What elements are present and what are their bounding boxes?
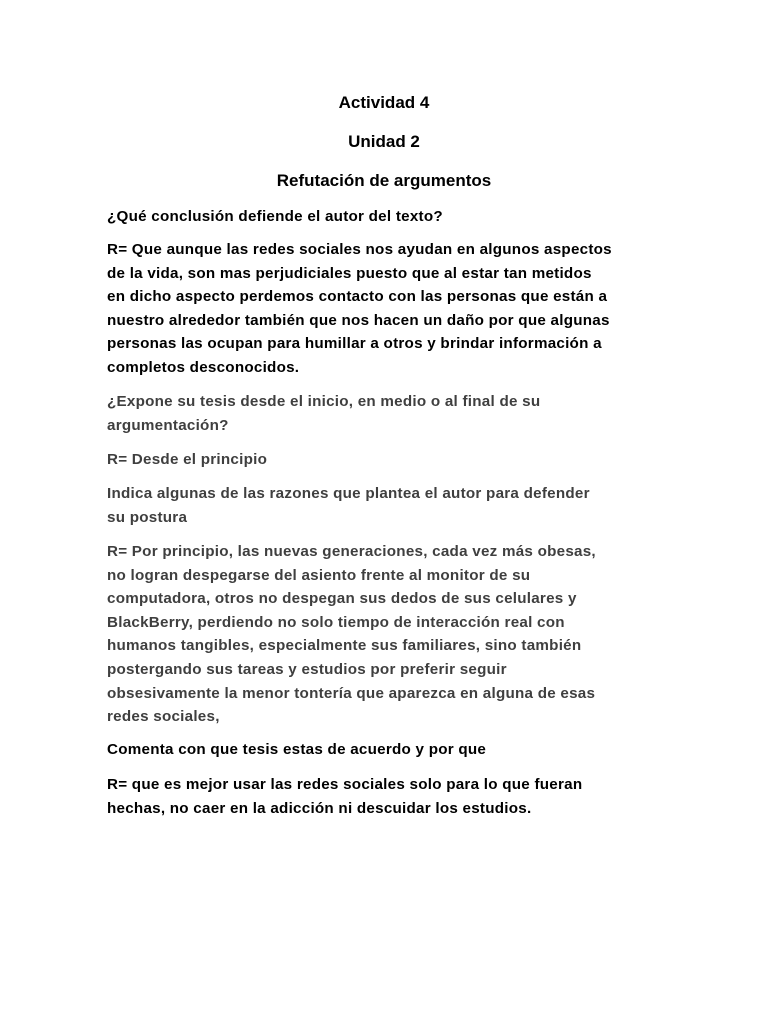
answer-line: computadora, otros no despegan sus dedos de sus celulares y	[107, 590, 577, 608]
question-line: Comenta con que tesis estas de acuerdo y por que	[107, 741, 487, 758]
question-line: argumentación?	[107, 416, 229, 434]
answer-4	[107, 773, 667, 820]
question-line: su postura	[107, 508, 188, 526]
question-4	[107, 738, 667, 762]
question-2	[107, 390, 667, 437]
answer-1	[107, 238, 667, 380]
answer-line: BlackBerry, perdiendo no solo tiempo de interacción real con	[107, 613, 565, 631]
answer-line: R= Que aunque las redes sociales nos ayudan en algunos aspectos	[107, 241, 612, 258]
answer-2	[107, 448, 667, 472]
unit-title: Unidad 2	[348, 132, 420, 151]
question-line: ¿Expone su tesis desde el inicio, en medio o al final de su	[107, 393, 541, 410]
answer-line: de la vida, son mas perjudiciales puesto que al estar tan metidos	[107, 264, 592, 282]
activity-title: Actividad 4	[338, 93, 430, 112]
answer-line: completos desconocidos.	[107, 358, 300, 376]
answer-line: humanos tangibles, especialmente sus familiares, sino también	[107, 637, 582, 655]
answer-line: nuestro alrededor también que nos hacen un daño por que algunas	[107, 311, 610, 329]
answer-line: hechas, no caer en la adicción ni descuidar los estudios.	[107, 799, 532, 817]
question-3	[107, 482, 667, 529]
question-1	[107, 205, 667, 229]
topic-title: Refutación de argumentos	[276, 171, 492, 190]
answer-line: en dicho aspecto perdemos contacto con las personas que están a	[107, 288, 608, 306]
question-line: ¿Qué conclusión defiende el autor del texto?	[107, 208, 443, 225]
answer-line: R= Por principio, las nuevas generaciones, cada vez más obesas,	[107, 543, 596, 560]
answer-line: no logran despegarse del asiento frente al monitor de su	[107, 566, 531, 584]
question-line: Indica algunas de las razones que plantea el autor para defender	[107, 485, 590, 502]
answer-3	[107, 540, 667, 729]
answer-line: personas las ocupan para humillar a otros y brindar información a	[107, 335, 602, 353]
answer-line: obsesivamente la menor tontería que aparezca en alguna de esas	[107, 684, 596, 702]
answer-line: redes sociales,	[107, 708, 220, 726]
answer-line: R= que es mejor usar las redes sociales solo para lo que fueran	[107, 776, 583, 793]
answer-line: postergando sus tareas y estudios por preferir seguir	[107, 660, 507, 678]
answer-line: R= Desde el principio	[107, 451, 268, 468]
